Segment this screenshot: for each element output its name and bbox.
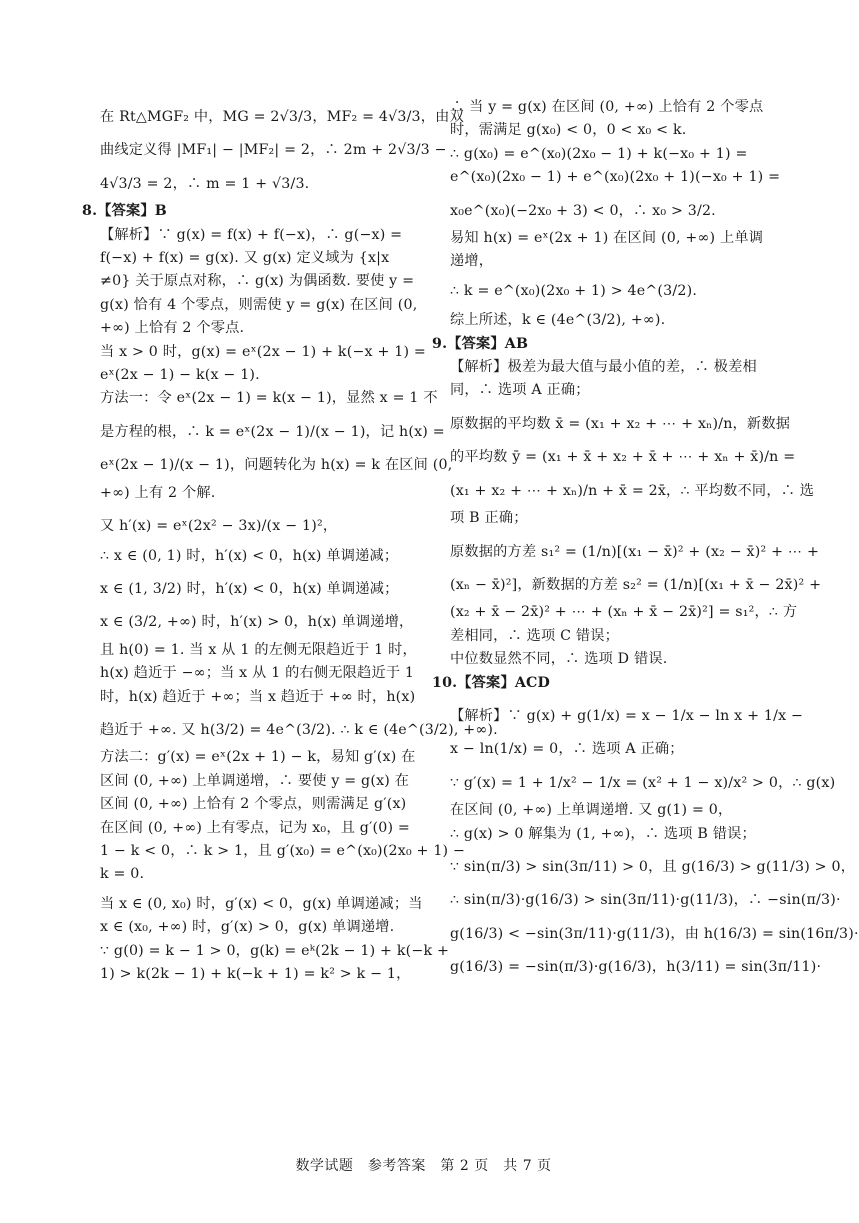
- text-line: 的平均数 ȳ = (x₁ + x̄ + x₂ + x̄ + ⋯ + xₙ + x̄)/n =: [450, 449, 796, 466]
- text-line: 又 h′(x) = eˣ(2x² − 3x)/(x − 1)²，: [100, 518, 338, 535]
- text-line: x − ln(1/x) = 0，∴ 选项 A 正确；: [450, 741, 684, 758]
- text-line: 趋近于 +∞. 又 h(3/2) = 4e^(3/2). ∴ k ∈ (4e^(3/2), +∞).: [100, 721, 498, 738]
- text-line: (x₁ + x₂ + ⋯ + xₙ)/n + x̄ = 2x̄，∴ 平均数不同，∴ 选: [450, 482, 815, 499]
- text-line: 项 B 正确；: [450, 510, 528, 527]
- text-line: 区间 (0, +∞) 上单调递增，∴ 要使 y = g(x) 在: [100, 772, 410, 789]
- text-line: 在区间 (0, +∞) 上有零点，记为 x₀，且 g′(0) =: [100, 819, 410, 836]
- text-line: ∴ k = e^(x₀)(2x₀ + 1) > 4e^(3/2).: [450, 282, 698, 299]
- text-line: 差相同，∴ 选项 C 错误；: [450, 627, 620, 644]
- text-line: ∵ sin(π/3) > sin(3π/11) > 0，且 g(16/3) > g(11/3) > 0，: [450, 858, 856, 875]
- text-line: 当 x ∈ (0, x₀) 时，g′(x) < 0，g(x) 单调递减；当: [100, 895, 423, 912]
- text-line: 区间 (0, +∞) 上恰有 2 个零点，则需满足 g′(x): [100, 796, 407, 813]
- text-line: 【解析】∵ g(x) = f(x) + f(−x)，∴ g(−x) =: [100, 226, 403, 243]
- text-line: x₀e^(x₀)(−2x₀ + 3) < 0，∴ x₀ > 3/2.: [450, 202, 716, 219]
- text-line: h(x) 趋近于 −∞；当 x 从 1 的右侧无限趋近于 1: [100, 665, 415, 682]
- text-line: g(x) 恰有 4 个零点，则需使 y = g(x) 在区间 (0,: [100, 296, 418, 313]
- text-line: x ∈ (x₀, +∞) 时，g′(x) > 0，g(x) 单调递增.: [100, 919, 395, 936]
- text-line: +∞) 上有 2 个解.: [100, 484, 216, 501]
- text-line: 易知 h(x) = eˣ(2x + 1) 在区间 (0, +∞) 上单调: [450, 230, 764, 247]
- text-line: f(−x) + f(x) = g(x). 又 g(x) 定义域为 {x|x: [100, 250, 390, 267]
- text-line: 在 Rt△MGF₂ 中，MG = 2√3/3，MF₂ = 4√3/3，由双: [100, 109, 464, 125]
- text-line: e^(x₀)(2x₀ − 1) + e^(x₀)(2x₀ + 1)(−x₀ + 1) =: [450, 169, 781, 186]
- text-line: +∞) 上恰有 2 个零点.: [100, 320, 245, 337]
- text-line: 原数据的平均数 x̄ = (x₁ + x₂ + ⋯ + xₙ)/n，新数据: [450, 415, 791, 432]
- text-line: 时，h(x) 趋近于 +∞；当 x 趋近于 +∞ 时，h(x): [100, 688, 416, 705]
- answer-heading-9: 9.【答案】AB: [432, 335, 529, 352]
- text-line: ∴ sin(π/3)·g(16/3) > sin(3π/11)·g(11/3)，∴ −sin(π/3)·: [450, 892, 841, 909]
- text-line: 曲线定义得 |MF₁| − |MF₂| = 2，∴ 2m + 2√3/3 −: [100, 142, 447, 159]
- text-line: 当 x > 0 时，g(x) = eˣ(2x − 1) + k(−x + 1) =: [100, 343, 427, 360]
- text-line: 【解析】极差为最大值与最小值的差，∴ 极差相: [450, 359, 757, 376]
- text-line: x ∈ (3/2, +∞) 时，h′(x) > 0，h(x) 单调递增，: [100, 614, 414, 631]
- text-line: eˣ(2x − 1)/(x − 1)，问题转化为 h(x) = k 在区间 (0,: [100, 457, 453, 474]
- text-line: ∵ g(0) = k − 1 > 0，g(k) = eᵏ(2k − 1) + k(−k +: [100, 942, 450, 959]
- text-line: 1) > k(2k − 1) + k(−k + 1) = k² > k − 1，: [100, 966, 411, 982]
- text-line: 【解析】∵ g(x) + g(1/x) = x − 1/x − ln x + 1/x −: [450, 707, 804, 724]
- text-line: ≠0} 关于原点对称，∴ g(x) 为偶函数. 要使 y =: [100, 273, 415, 290]
- text-line: 1 − k < 0，∴ k > 1，且 g′(x₀) = e^(x₀)(2x₀ + 1) −: [100, 842, 466, 859]
- text-line: 中位数显然不同，∴ 选项 D 错误.: [450, 651, 668, 668]
- text-line: x ∈ (1, 3/2) 时，h′(x) < 0，h(x) 单调递减；: [100, 580, 399, 597]
- answer-heading-8: 8.【答案】B: [82, 203, 167, 220]
- answer-heading-10: 10.【答案】ACD: [432, 674, 551, 691]
- text-line: 原数据的方差 s₁² = (1/n)[(x₁ − x̄)² + (x₂ − x̄)² + ⋯ +: [450, 543, 820, 560]
- text-line: ∴ g(x₀) = e^(x₀)(2x₀ − 1) + k(−x₀ + 1) =: [450, 145, 748, 162]
- text-line: 且 h(0) = 1. 当 x 从 1 的左侧无限趋近于 1 时，: [100, 641, 417, 658]
- text-line: g(16/3) = −sin(π/3)·g(16/3)，h(3/11) = sin(3π/11)·: [450, 959, 822, 976]
- text-line: g(16/3) < −sin(3π/11)·g(11/3)，由 h(16/3) = sin(16π/3)·: [450, 925, 859, 942]
- text-line: (x₂ + x̄ − 2x̄)² + ⋯ + (xₙ + x̄ − 2x̄)²] = s₁²，∴ 方: [450, 604, 798, 621]
- text-line: eˣ(2x − 1) − k(x − 1).: [100, 367, 260, 384]
- text-line: 时，需满足 g(x₀) < 0，0 < x₀ < k.: [450, 122, 687, 139]
- page-footer: 数学试题 参考答案 第 2 页 共 7 页: [295, 1158, 552, 1174]
- text-line: 递增，: [450, 253, 494, 270]
- text-line: ∴ x ∈ (0, 1) 时，h′(x) < 0，h(x) 单调递减；: [100, 547, 399, 564]
- text-line: k = 0.: [100, 866, 145, 883]
- text-line: ∴ 当 y = g(x) 在区间 (0, +∞) 上恰有 2 个零点: [450, 99, 764, 115]
- text-line: 方法二：g′(x) = eˣ(2x + 1) − k，易知 g′(x) 在: [100, 749, 416, 766]
- text-line: 是方程的根，∴ k = eˣ(2x − 1)/(x − 1)，记 h(x) =: [100, 423, 445, 440]
- text-line: 同，∴ 选项 A 正确；: [450, 382, 590, 399]
- text-line: ∵ g′(x) = 1 + 1/x² − 1/x = (x² + 1 − x)/x² > 0，∴ g(x): [450, 774, 836, 791]
- right-column: [432, 96, 859, 984]
- text-line: ∴ g(x) > 0 解集为 (1, +∞)，∴ 选项 B 错误；: [450, 825, 756, 842]
- text-line: 4√3/3 = 2，∴ m = 1 + √3/3.: [100, 175, 310, 192]
- text-line: (xₙ − x̄)²]，新数据的方差 s₂² = (1/n)[(x₁ + x̄ − 2x̄)² +: [450, 576, 822, 593]
- text-line: 在区间 (0, +∞) 上单调递增. 又 g(1) = 0，: [450, 802, 733, 819]
- text-line: 综上所述，k ∈ (4e^(3/2), +∞).: [450, 312, 666, 329]
- text-line: 方法一：令 eˣ(2x − 1) = k(x − 1)，显然 x = 1 不: [100, 390, 438, 407]
